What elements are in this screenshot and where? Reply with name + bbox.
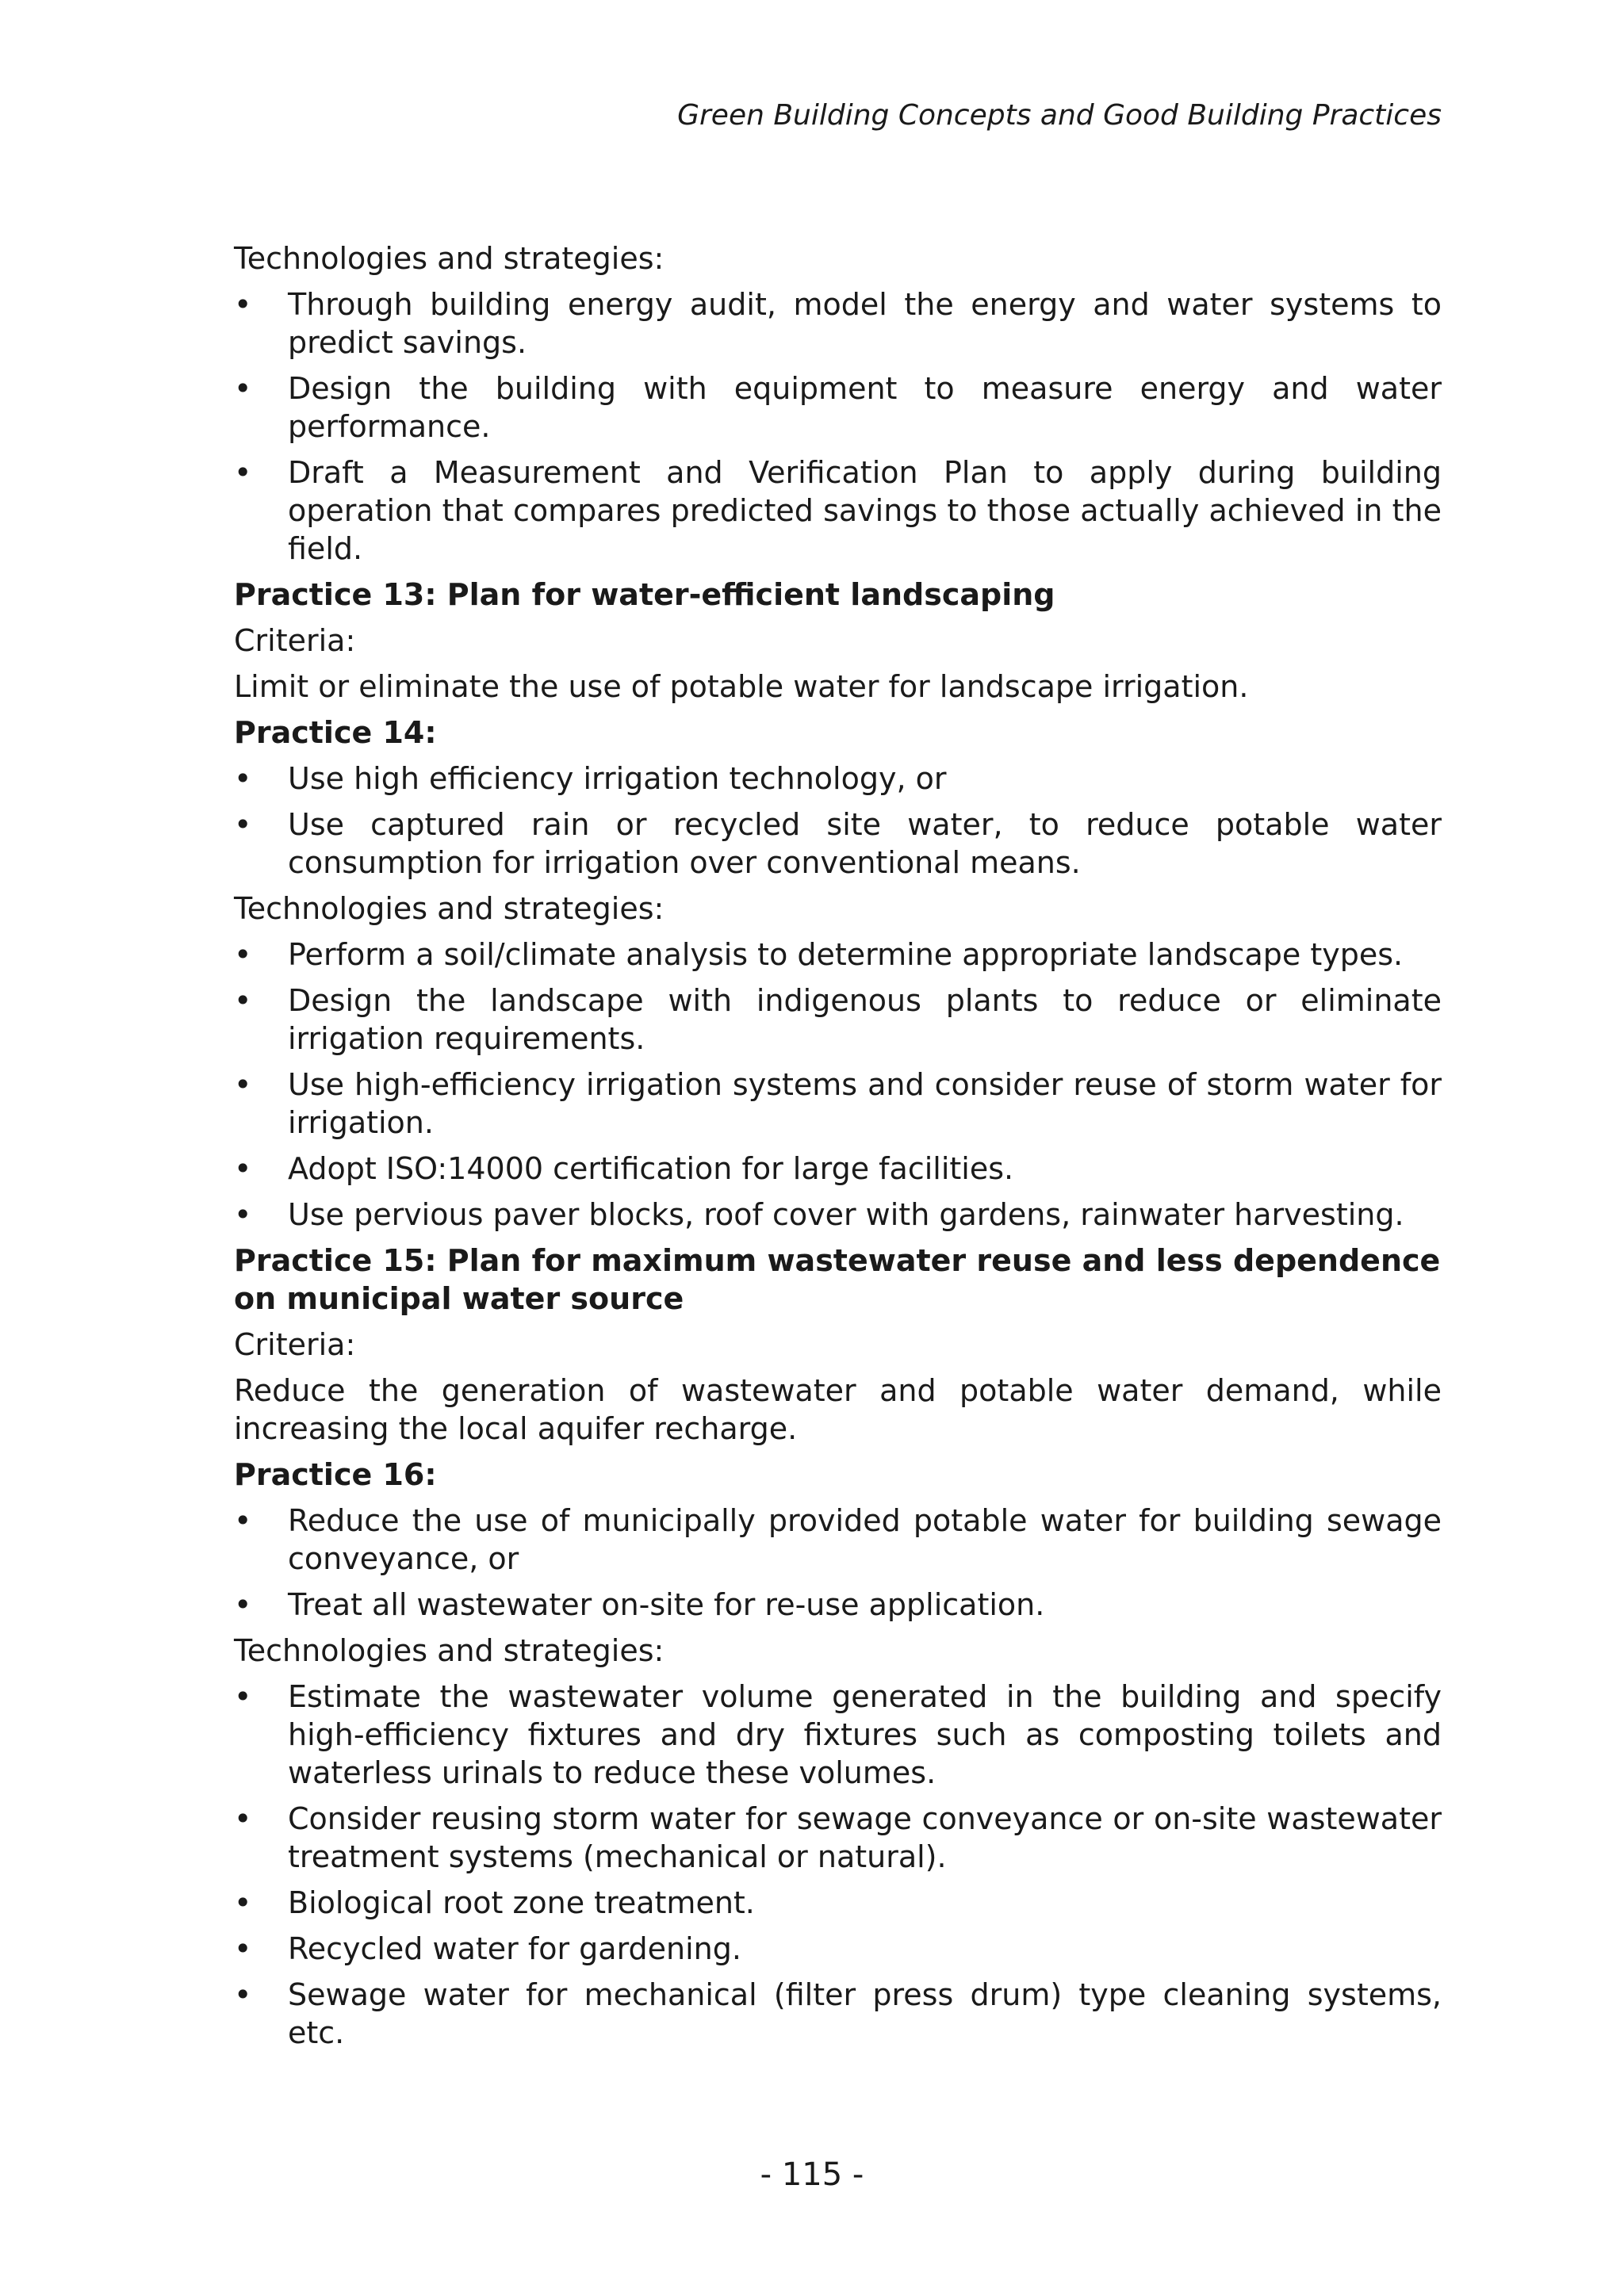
list-item (234, 1976, 1442, 2052)
bullet-icon: • (234, 287, 252, 322)
list-item-text: Perform a soil/climate analysis to determine appropriate landscape types. (288, 937, 1404, 972)
bullet-icon: • (234, 1801, 252, 1836)
list-item-text: Design the building with equipment to measure energy and water performance. (288, 371, 1442, 444)
bullet-list (234, 1502, 1442, 1624)
bullet-icon: • (234, 1503, 252, 1538)
list-item (234, 1196, 1442, 1234)
paragraph: Reduce the generation of wastewater and potable water demand, while increasing the local aquifer recharge. (234, 1373, 1442, 1446)
bullet-icon: • (234, 1931, 252, 1966)
list-item (234, 453, 1442, 568)
page-number: - 115 - (760, 2156, 864, 2193)
bullet-list (234, 936, 1442, 1234)
list-item (234, 760, 1442, 798)
list-item (234, 1678, 1442, 1792)
section-heading: Practice 16: (234, 1457, 437, 1492)
list-item-text: Treat all wastewater on-site for re-use application. (288, 1587, 1045, 1622)
bullet-icon: • (234, 761, 252, 796)
bullet-icon: • (234, 1885, 252, 1920)
bullet-icon: • (234, 1067, 252, 1102)
list-item (234, 1150, 1442, 1188)
list-item-text: Use pervious paver blocks, roof cover with gardens, rainwater harvesting. (288, 1197, 1404, 1232)
list-item-text: Reduce the use of municipally provided potable water for building sewage conveyance, or (288, 1503, 1442, 1576)
paragraph: Technologies and strategies: (234, 1633, 665, 1668)
page-body (234, 239, 1442, 2060)
list-item (234, 982, 1442, 1058)
list-item-text: Estimate the wastewater volume generated in the building and specify high-efficiency fixtures and dry fixtures such as composting toilets and waterless urinals to reduce these volumes. (288, 1679, 1442, 1790)
list-item (234, 936, 1442, 974)
section-heading: Practice 13: Plan for water-efficient landscaping (234, 577, 1055, 612)
bullet-icon: • (234, 455, 252, 490)
bullet-icon: • (234, 1587, 252, 1622)
bullet-icon: • (234, 1977, 252, 2012)
bullet-icon: • (234, 1151, 252, 1186)
list-item (234, 1800, 1442, 1876)
bullet-list (234, 760, 1442, 882)
list-item-text: Draft a Measurement and Verification Plan to apply during building operation that compares predicted savings to those actually achieved in the field. (288, 455, 1442, 566)
bullet-list (234, 285, 1442, 568)
list-item-text: Use high-efficiency irrigation systems and consider reuse of storm water for irrigation. (288, 1067, 1442, 1140)
list-item-text: Use high efficiency irrigation technology, or (288, 761, 947, 796)
list-item-text: Design the landscape with indigenous plants to reduce or eliminate irrigation requirements. (288, 983, 1442, 1056)
list-item-text: Consider reusing storm water for sewage conveyance or on-site wastewater treatment systems (mechanical or natural). (288, 1801, 1442, 1874)
list-item (234, 285, 1442, 362)
list-item (234, 369, 1442, 446)
running-header: Green Building Concepts and Good Building Practices (677, 99, 1442, 132)
bullet-icon: • (234, 983, 252, 1018)
paragraph: Criteria: (234, 1327, 356, 1362)
bullet-icon: • (234, 371, 252, 406)
bullet-icon: • (234, 807, 252, 842)
paragraph: Criteria: (234, 623, 356, 658)
paragraph: Technologies and strategies: (234, 891, 665, 926)
bullet-list (234, 1678, 1442, 2052)
list-item (234, 1930, 1442, 1968)
list-item-text: Adopt ISO:14000 certification for large facilities. (288, 1151, 1014, 1186)
list-item-text: Sewage water for mechanical (filter press drum) type cleaning systems, etc. (288, 1977, 1442, 2050)
list-item (234, 1066, 1442, 1142)
bullet-icon: • (234, 1197, 252, 1232)
paragraph: Limit or eliminate the use of potable water for landscape irrigation. (234, 669, 1249, 704)
list-item-text: Biological root zone treatment. (288, 1885, 755, 1920)
list-item-text: Recycled water for gardening. (288, 1931, 741, 1966)
list-item (234, 1586, 1442, 1624)
list-item-text: Through building energy audit, model the energy and water systems to predict savings. (288, 287, 1442, 360)
bullet-icon: • (234, 937, 252, 972)
bullet-icon: • (234, 1679, 252, 1714)
list-item-text: Use captured rain or recycled site water, to reduce potable water consumption for irrigation over conventional means. (288, 807, 1442, 880)
section-heading: Practice 15: Plan for maximum wastewater reuse and less dependence on municipal water source (234, 1243, 1441, 1316)
section-heading: Practice 14: (234, 715, 437, 750)
list-item (234, 806, 1442, 882)
list-item (234, 1884, 1442, 1922)
paragraph: Technologies and strategies: (234, 241, 665, 276)
list-item (234, 1502, 1442, 1578)
